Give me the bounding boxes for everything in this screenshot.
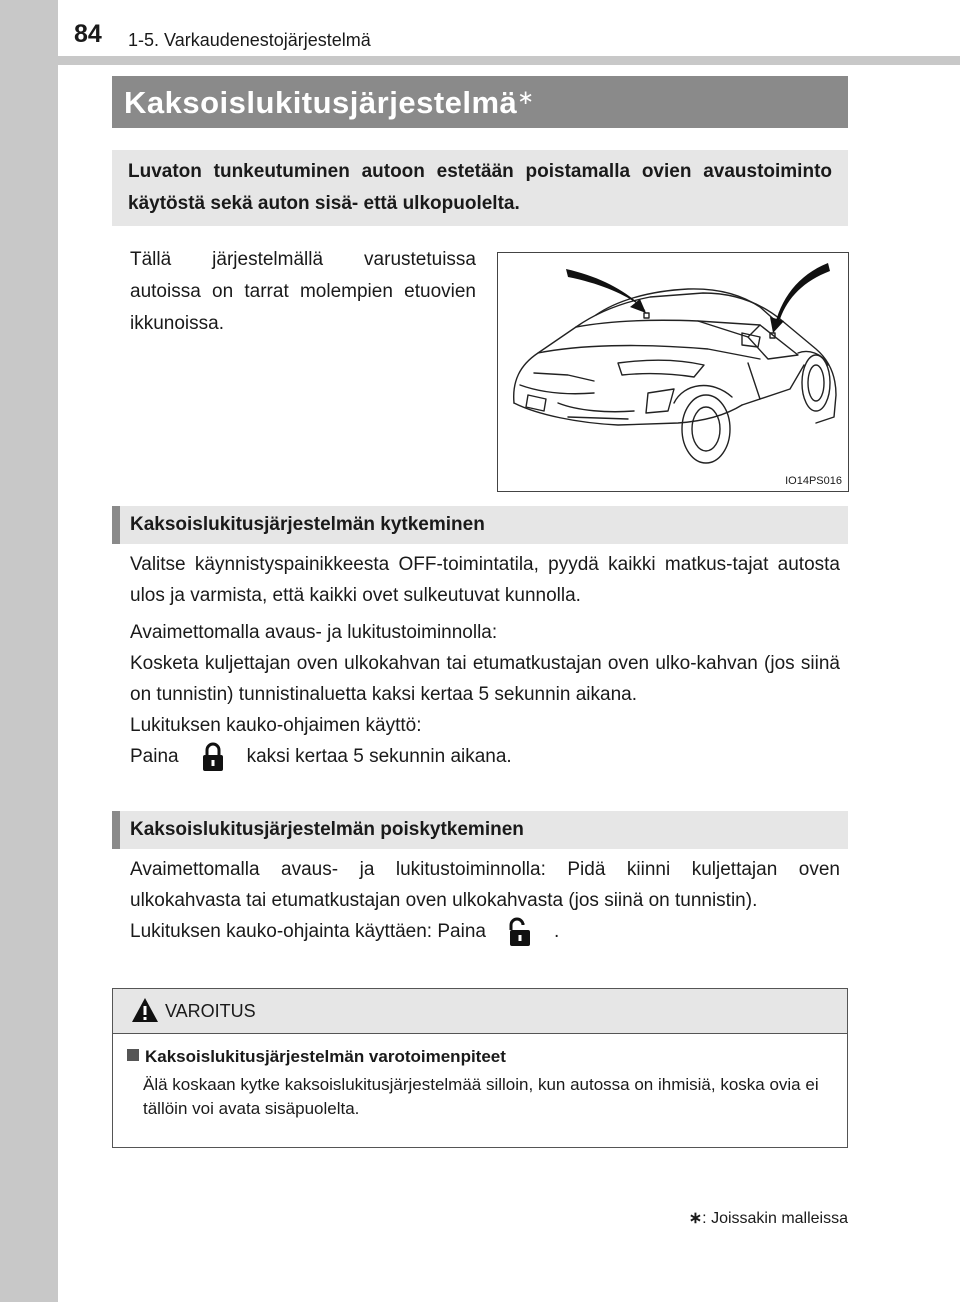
- title-asterisk: ∗: [517, 87, 535, 109]
- activate-keyless-label: Avaimettomalla avaus- ja lukitustoiminnolla:: [130, 622, 498, 643]
- activate-remote-line: [130, 741, 840, 772]
- lead-text: Luvaton tunkeutuminen autoon estetään poistamalla ovien avaustoiminto käytöstä sekä auton sisä- että ulkopuolelta.: [128, 161, 832, 214]
- activate-remote-label: Lukituksen kauko-ohjaimen käyttö:: [130, 715, 422, 736]
- car-figure: [497, 252, 849, 492]
- activate-remote-suffix: kaksi kertaa 5 sekunnin aikana.: [246, 746, 512, 767]
- deactivate-remote-line: [130, 916, 840, 947]
- side-strip: [0, 0, 58, 1302]
- deactivate-remote-prefix: Lukituksen kauko-ohjainta käyttäen: Paina: [130, 921, 486, 942]
- warning-item-text: Älä koskaan kytke kaksoislukitusjärjestelmää silloin, kun autossa on ihmisiä, koska ovia ei tällöin voi avata sisäpuolelta.: [143, 1075, 819, 1118]
- figure-code: IO14PS016: [785, 475, 842, 487]
- lock-icon: [201, 742, 225, 772]
- warning-item-title-text: Kaksoislukitusjärjestelmän varotoimenpiteet: [145, 1047, 506, 1066]
- running-head: 1-5. Varkaudenestojärjestelmä: [128, 30, 371, 50]
- warning-triangle-icon: [131, 997, 159, 1028]
- subheading-activate: [112, 506, 848, 544]
- section-title-bar: [112, 76, 848, 128]
- header-rule: [58, 56, 960, 65]
- activate-para: Valitse käynnistyspainikkeesta OFF-toimintatila, pyydä kaikki matkus-tajat autosta ulos ja varmista, että kaikki ovet sulkeutuvat kunnolla.: [130, 554, 840, 606]
- unlock-icon: [508, 917, 532, 947]
- bullet-square-icon: [127, 1049, 139, 1061]
- page-number: 84: [74, 20, 102, 48]
- deactivate-remote-suffix: .: [553, 921, 560, 942]
- warning-item-title: [127, 1047, 506, 1067]
- car-illustration: [498, 253, 848, 491]
- subheading-activate-text: Kaksoislukitusjärjestelmän kytkeminen: [130, 514, 485, 535]
- section-title: [124, 85, 535, 121]
- footnote: [689, 1208, 848, 1228]
- activate-keyless-text: Kosketa kuljettajan oven ulkokahvan tai etumatkustajan oven ulko-kahvan (jos siinä on tunnistin) tunnistinaluetta kaksi kertaa 5 sekunnin aikana.: [130, 653, 840, 705]
- warning-label: VAROITUS: [165, 1001, 256, 1021]
- warning-box: [112, 988, 848, 1148]
- lead-box: [112, 150, 848, 226]
- footnote-text: : Joissakin malleissa: [702, 1210, 848, 1227]
- deactivate-para: [130, 854, 840, 947]
- intro-text: Tällä järjestelmällä varustetuissa autoissa on tarrat molempien etuovien ikkunoissa.: [130, 249, 476, 334]
- activate-remote-prefix: Paina: [130, 746, 179, 767]
- section-title-text: Kaksoislukitusjärjestelmä: [124, 85, 518, 120]
- footnote-asterisk: ∗: [688, 1210, 703, 1227]
- activate-keyless: [130, 617, 840, 772]
- subheading-deactivate: [112, 811, 848, 849]
- subheading-deactivate-text: Kaksoislukitusjärjestelmän poiskytkeminen: [130, 819, 524, 840]
- warning-header: [113, 989, 847, 1034]
- deactivate-keyless-text: Avaimettomalla avaus- ja lukitustoiminnolla: Pidä kiinni kuljettajan oven ulkokahvasta tai etumatkustajan oven ulkokahvasta (jos siinä on tunnistin).: [130, 859, 840, 911]
